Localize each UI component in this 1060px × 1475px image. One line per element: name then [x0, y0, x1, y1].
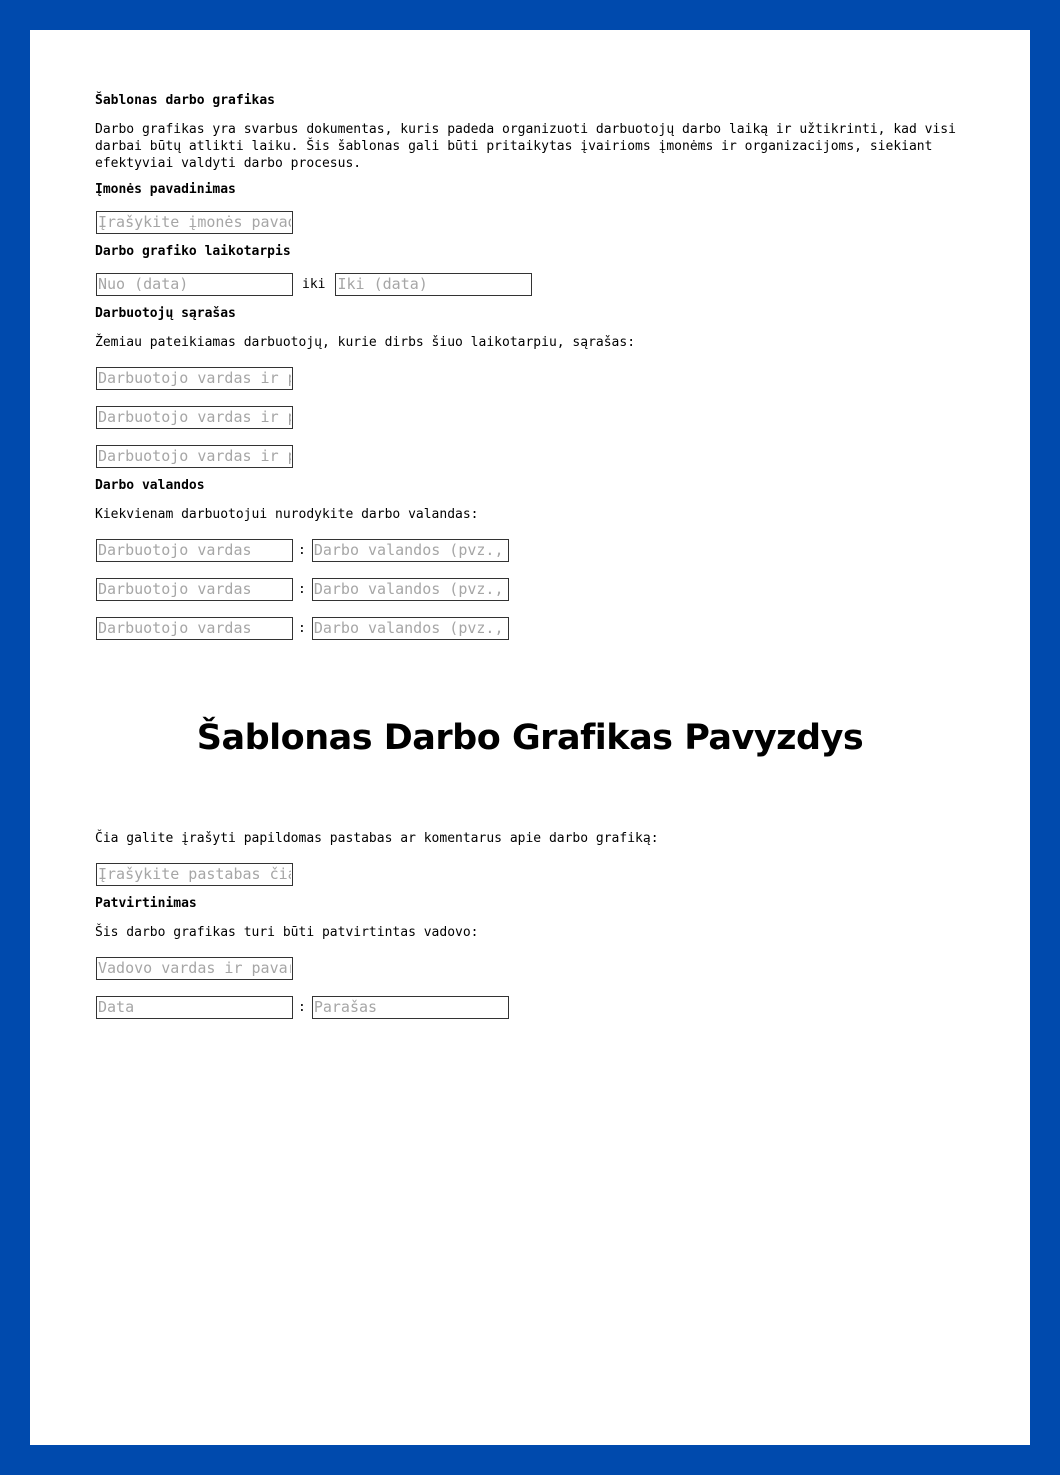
- hours-employee-input[interactable]: [96, 539, 293, 562]
- document-heading: Šablonas darbo grafikas: [95, 93, 276, 108]
- approval-label: Patvirtinimas: [95, 896, 197, 911]
- employee-name-input[interactable]: [96, 445, 293, 468]
- period-to-input[interactable]: [335, 273, 532, 296]
- title-banner: [30, 662, 1030, 814]
- period-label: Darbo grafiko laikotarpis: [95, 244, 291, 259]
- date-signature-row: [95, 995, 965, 1019]
- hours-separator: :: [298, 620, 306, 636]
- hours-row: [95, 616, 965, 640]
- notes-description: Čia galite įrašyti papildomas pastabas ar komentarus apie darbo grafiką:: [95, 831, 659, 846]
- approval-description: Šis darbo grafikas turi būti patvirtintas vadovo:: [95, 925, 479, 940]
- employee-name-input[interactable]: [96, 406, 293, 429]
- approval-separator: :: [298, 999, 306, 1015]
- hours-value-input[interactable]: [312, 578, 509, 601]
- employees-label: Darbuotojų sąrašas: [95, 306, 236, 321]
- document-page: [30, 30, 1030, 1445]
- hours-description: Kiekvienam darbuotojui nurodykite darbo valandas:: [95, 507, 479, 522]
- intro-paragraph: Darbo grafikas yra svarbus dokumentas, kuris padeda organizuoti darbuotojų darbo laiką ir užtikrinti, kad visi darbai būtų atlikti laiku. Šis šablonas gali būti pritaikytas įvairioms įmonėms ir organizacijoms, siekiant efektyviai valdyti darbo procesus.: [95, 122, 956, 171]
- period-separator: iki: [302, 276, 326, 292]
- approval-date-input[interactable]: [96, 996, 293, 1019]
- employee-row: [95, 405, 965, 429]
- period-row: [95, 272, 965, 296]
- notes-input[interactable]: [96, 863, 293, 886]
- hours-separator: :: [298, 542, 306, 558]
- notes-row: [95, 862, 965, 886]
- hours-employee-input[interactable]: [96, 617, 293, 640]
- hours-value-input[interactable]: [312, 539, 509, 562]
- employees-description: Žemiau pateikiamas darbuotojų, kurie dirbs šiuo laikotarpiu, sąrašas:: [95, 335, 636, 350]
- hours-employee-input[interactable]: [96, 578, 293, 601]
- manager-row: [95, 956, 965, 980]
- employee-row: [95, 366, 965, 390]
- period-from-input[interactable]: [96, 273, 293, 296]
- hours-row: [95, 577, 965, 601]
- document-content: [95, 92, 965, 649]
- document-content-lower: [95, 830, 965, 1028]
- banner-title: Šablonas Darbo Grafikas Pavyzdys: [196, 718, 864, 758]
- hours-row: [95, 538, 965, 562]
- company-label: Įmonės pavadinimas: [95, 182, 236, 197]
- hours-label: Darbo valandos: [95, 478, 205, 493]
- company-name-input[interactable]: [96, 211, 293, 234]
- hours-separator: :: [298, 581, 306, 597]
- employee-row: [95, 444, 965, 468]
- signature-input[interactable]: [312, 996, 509, 1019]
- company-row: [95, 210, 965, 234]
- manager-name-input[interactable]: [96, 957, 293, 980]
- employee-name-input[interactable]: [96, 367, 293, 390]
- hours-value-input[interactable]: [312, 617, 509, 640]
